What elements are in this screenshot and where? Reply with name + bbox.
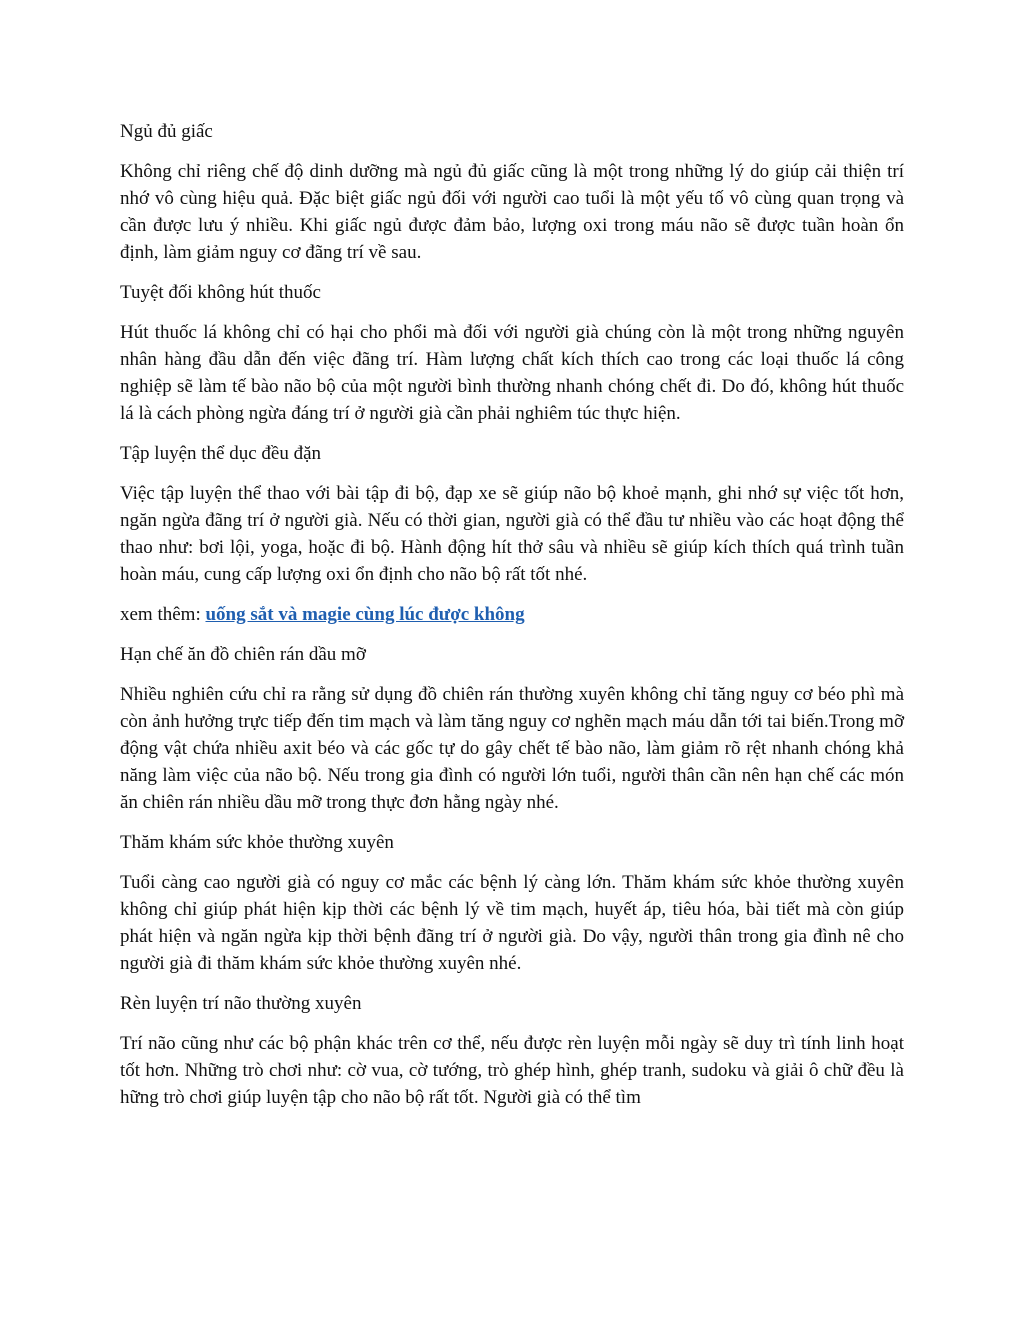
section-body-brain-training: Trí não cũng như các bộ phận khác trên cơ thể, nếu được rèn luyện mỗi ngày sẽ duy trì tính linh hoạt tốt hơn. Những trò chơi như: cờ vua, cờ tướng, trò ghép hình, ghép tranh, sudoku và giải ô chữ đều là hững trò chơi giúp luyện tập cho não bộ rất tốt. Người già có thể tìm [120, 1033, 904, 1108]
section-heading-checkup: Thăm khám sức khỏe thường xuyên [120, 832, 394, 853]
see-also-link[interactable]: uống sắt và magie cùng lúc được không [205, 604, 525, 625]
see-also-line [120, 601, 904, 628]
section-body-checkup: Tuổi càng cao người già có nguy cơ mắc các bệnh lý càng lớn. Thăm khám sức khỏe thường xuyên không chỉ giúp phát hiện kịp thời các bệnh lý về tim mạch, huyết áp, tiêu hóa, bài tiết mà còn giúp phát hiện và ngăn ngừa kịp thời bệnh đãng trí ở người già. Do vậy, người thân trong gia đình nê cho người già đi thăm khám sức khỏe thường xuyên nhé. [120, 872, 904, 974]
section-body-exercise: Việc tập luyện thể thao với bài tập đi bộ, đạp xe sẽ giúp não bộ khoẻ mạnh, ghi nhớ sự việc tốt hơn, ngăn ngừa đãng trí ở người già. Nếu có thời gian, người già có thể đầu tư nhiều vào các hoạt động thể thao như: bơi lội, yoga, hoặc đi bộ. Hành động hít thở sâu và nhiều sẽ giúp kích thích quá trình tuần hoàn máu, cung cấp lượng oxi ổn định cho não bộ rất tốt nhé. [120, 483, 904, 585]
section-body-no-smoking: Hút thuốc lá không chỉ có hại cho phổi mà đối với người già chúng còn là một trong những nguyên nhân hàng đầu dẫn đến việc đãng trí. Hàm lượng chất kích thích cao trong các loại thuốc lá công nghiệp sẽ làm tế bào não bộ của một người bình thường nhanh chóng chết đi. Do đó, không hút thuốc lá là cách phòng ngừa đáng trí ở người già cần phải nghiêm túc thực hiện. [120, 322, 904, 424]
section-heading-sleep: Ngủ đủ giấc [120, 121, 213, 142]
section-heading-brain-training: Rèn luyện trí não thường xuyên [120, 993, 362, 1014]
section-body-fried-food: Nhiều nghiên cứu chỉ ra rằng sử dụng đồ chiên rán thường xuyên không chỉ tăng nguy cơ béo phì mà còn ảnh hưởng trực tiếp đến tim mạch và làm tăng nguy cơ nghẽn mạch máu dẫn tới tai biến.Trong mỡ động vật chứa nhiều axit béo và các gốc tự do gây chết tế bào não, làm giảm rõ rệt nhanh chóng khả năng làm việc của não bộ. Nếu trong gia đình có người lớn tuổi, người thân cần nên hạn chế các món ăn chiên rán nhiều dầu mỡ trong thực đơn hằng ngày nhé. [120, 684, 904, 813]
section-heading-fried-food: Hạn chế ăn đồ chiên rán dầu mỡ [120, 644, 366, 665]
document-page [120, 118, 904, 1124]
section-heading-exercise: Tập luyện thể dục đều đặn [120, 443, 322, 464]
section-heading-no-smoking: Tuyệt đối không hút thuốc [120, 282, 321, 303]
section-body-sleep: Không chỉ riêng chế độ dinh dưỡng mà ngủ đủ giấc cũng là một trong những lý do giúp cải thiện trí nhớ vô cùng hiệu quả. Đặc biệt giấc ngủ đối với người cao tuổi là một yếu tố vô cùng quan trọng và cần được lưu ý nhiều. Khi giấc ngủ được đảm bảo, lượng oxi trong máu não sẽ được tuần hoàn ổn định, làm giảm nguy cơ đãng trí về sau. [120, 161, 904, 263]
see-also-prefix: xem thêm: [120, 604, 206, 625]
